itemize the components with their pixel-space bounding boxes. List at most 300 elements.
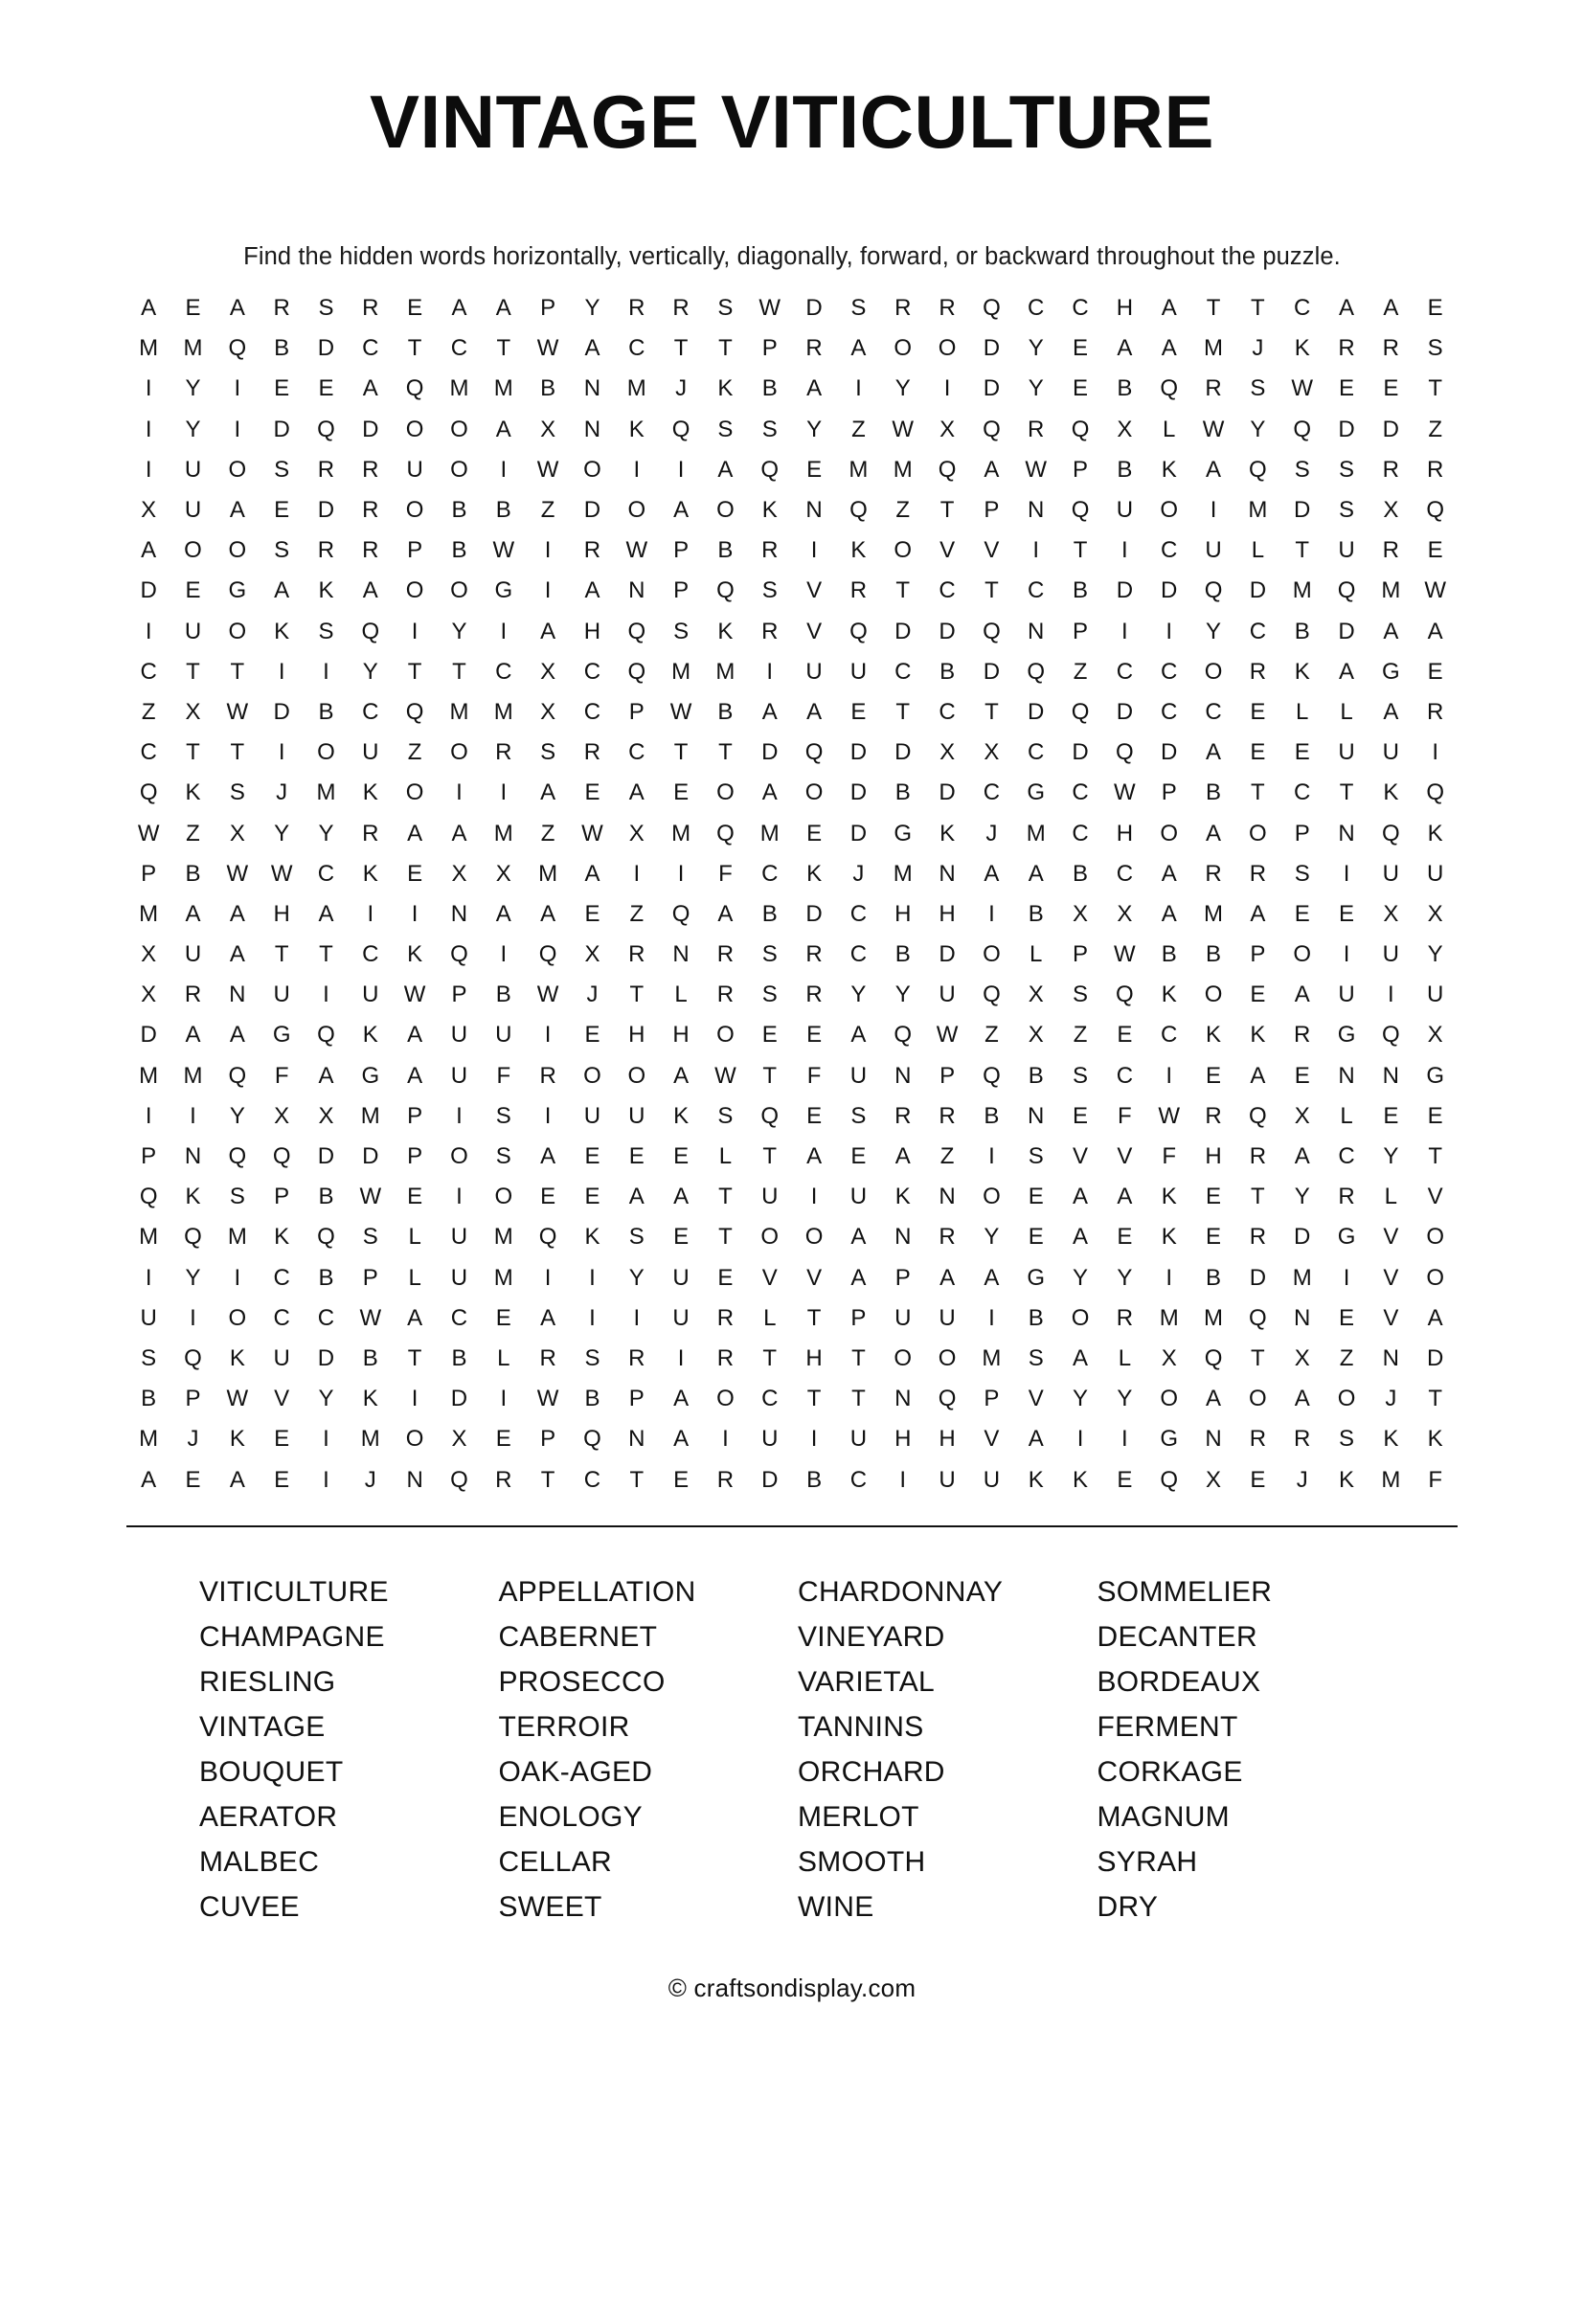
grid-cell: C: [1161, 1022, 1178, 1049]
grid-cell: H: [672, 1022, 690, 1049]
grid-cell: P: [673, 577, 690, 604]
grid-cell: E: [806, 1022, 823, 1049]
grid-cell: T: [1339, 779, 1354, 806]
grid-cell: O: [1293, 941, 1312, 968]
grid-cell: R: [1028, 416, 1045, 442]
grid-cell: N: [229, 981, 246, 1008]
word-list-item: CHARDONNAY: [798, 1575, 1004, 1608]
grid-cell: N: [1028, 618, 1045, 644]
grid-cell: R: [805, 981, 823, 1008]
grid-cell: Z: [851, 416, 866, 442]
grid-cell: M: [360, 1102, 380, 1129]
grid-cell: U: [495, 1022, 512, 1049]
grid-cell: K: [1206, 1022, 1222, 1049]
grid-cell: E: [1073, 1102, 1089, 1129]
grid-cell: I: [456, 1184, 463, 1210]
grid-cell: A: [229, 941, 245, 968]
grid-cell: A: [1161, 295, 1177, 322]
grid-cell: C: [450, 335, 468, 362]
grid-cell: G: [1160, 1426, 1179, 1453]
grid-cell: C: [1072, 779, 1089, 806]
grid-cell: O: [1204, 658, 1223, 685]
grid-cell: L: [497, 1344, 510, 1371]
grid-cell: B: [1206, 779, 1222, 806]
grid-cell: M: [139, 335, 159, 362]
grid-cell: Q: [184, 1224, 202, 1251]
instructions-text: Find the hidden words horizontally, vertically, diagonally, forward, or backward throughout the puzzle.: [243, 243, 1341, 270]
grid-cell: X: [141, 941, 157, 968]
grid-cell: W: [536, 1386, 559, 1412]
grid-cell: I: [323, 658, 329, 685]
grid-cell: L: [1340, 1102, 1353, 1129]
section-divider: [126, 1525, 1458, 1527]
grid-cell: U: [894, 1304, 912, 1331]
grid-cell: V: [1383, 1224, 1399, 1251]
grid-cell: X: [1427, 1022, 1443, 1049]
grid-cell: O: [1160, 497, 1179, 524]
grid-cell: Q: [1071, 416, 1090, 442]
grid-row: [126, 1096, 1458, 1137]
grid-cell: E: [1073, 375, 1089, 402]
grid-cell: W: [936, 1022, 959, 1049]
grid-cell: W: [492, 537, 515, 564]
grid-cell: Y: [1294, 1184, 1310, 1210]
grid-cell: E: [1028, 1184, 1044, 1210]
grid-row: [126, 612, 1458, 652]
grid-cell: I: [145, 618, 152, 644]
grid-cell: A: [540, 1143, 556, 1170]
grid-cell: T: [673, 739, 689, 766]
grid-cell: U: [1338, 537, 1355, 564]
grid-cell: Z: [186, 820, 200, 846]
grid-cell: O: [983, 941, 1001, 968]
grid-cell: G: [1027, 779, 1046, 806]
grid-cell: D: [761, 1466, 779, 1493]
grid-cell: C: [1161, 698, 1178, 725]
grid-cell: S: [1028, 1143, 1044, 1170]
grid-cell: S: [850, 1102, 867, 1129]
word-list-item: MAGNUM: [1097, 1800, 1230, 1833]
grid-cell: R: [1427, 698, 1444, 725]
grid-cell: A: [540, 779, 556, 806]
grid-cell: N: [1028, 1102, 1045, 1129]
grid-cell: I: [633, 1304, 641, 1331]
grid-cell: T: [984, 698, 999, 725]
grid-row: [126, 773, 1458, 813]
grid-cell: K: [673, 1102, 690, 1129]
grid-cell: A: [495, 416, 511, 442]
grid-cell: B: [141, 1386, 157, 1412]
grid-row: [126, 1217, 1458, 1257]
grid-cell: E: [628, 1143, 645, 1170]
grid-cell: A: [894, 1143, 911, 1170]
grid-cell: G: [1426, 1062, 1445, 1089]
grid-cell: O: [494, 1184, 513, 1210]
grid-cell: A: [850, 1224, 867, 1251]
grid-cell: K: [1427, 1426, 1443, 1453]
grid-cell: N: [628, 1426, 645, 1453]
grid-cell: I: [677, 860, 685, 887]
grid-cell: Q: [1071, 698, 1090, 725]
grid-cell: R: [362, 820, 379, 846]
grid-cell: O: [228, 537, 247, 564]
grid-cell: W: [1424, 577, 1446, 604]
grid-cell: R: [1249, 1224, 1267, 1251]
grid-cell: Q: [184, 1344, 202, 1371]
grid-cell: O: [804, 1224, 824, 1251]
grid-cell: R: [1382, 537, 1400, 564]
grid-cell: R: [317, 456, 335, 483]
grid-cell: C: [1294, 779, 1311, 806]
grid-cell: A: [141, 537, 157, 564]
word-list: [193, 1569, 1391, 1929]
grid-cell: H: [583, 618, 601, 644]
grid-cell: U: [1116, 497, 1134, 524]
grid-cell: Y: [1028, 375, 1044, 402]
grid-cell: U: [450, 1224, 468, 1251]
grid-cell: B: [1206, 1264, 1222, 1291]
word-list-item: OAK-AGED: [498, 1755, 653, 1788]
grid-cell: T: [186, 658, 200, 685]
grid-cell: E: [850, 1143, 867, 1170]
grid-cell: B: [540, 375, 556, 402]
grid-cell: B: [806, 1466, 823, 1493]
grid-cell: U: [849, 1184, 868, 1210]
grid-cell: G: [1382, 658, 1400, 685]
grid-cell: D: [939, 618, 956, 644]
grid-cell: C: [628, 335, 645, 362]
grid-cell: I: [234, 375, 241, 402]
grid-cell: A: [584, 335, 600, 362]
grid-cell: Q: [760, 456, 780, 483]
grid-cell: O: [716, 779, 735, 806]
grid-cell: T: [718, 1224, 733, 1251]
grid-cell: B: [451, 497, 467, 524]
grid-cell: K: [761, 497, 778, 524]
word-list-item: CUVEE: [199, 1890, 300, 1923]
grid-cell: I: [988, 1304, 995, 1331]
grid-cell: C: [1161, 658, 1178, 685]
grid-cell: G: [228, 577, 247, 604]
grid-cell: D: [140, 577, 157, 604]
grid-cell: B: [318, 1184, 334, 1210]
grid-cell: U: [628, 1102, 645, 1129]
grid-cell: M: [449, 698, 469, 725]
grid-cell: T: [1428, 1143, 1443, 1170]
grid-cell: R: [583, 537, 601, 564]
grid-cell: A: [761, 779, 778, 806]
grid-cell: U: [362, 739, 379, 766]
grid-cell: E: [495, 1426, 511, 1453]
grid-cell: A: [584, 577, 600, 604]
grid-cell: I: [190, 1102, 196, 1129]
grid-cell: E: [1383, 375, 1399, 402]
grid-cell: A: [1294, 1143, 1310, 1170]
grid-cell: F: [806, 1062, 822, 1089]
grid-cell: R: [1294, 1426, 1311, 1453]
grid-cell: P: [1294, 820, 1310, 846]
grid-cell: E: [673, 1466, 690, 1493]
grid-cell: M: [493, 375, 513, 402]
grid-cell: S: [540, 739, 556, 766]
grid-cell: E: [274, 375, 290, 402]
grid-cell: O: [716, 497, 735, 524]
grid-cell: K: [717, 375, 734, 402]
grid-cell: A: [1383, 618, 1399, 644]
grid-cell: W: [1202, 416, 1225, 442]
grid-cell: X: [540, 698, 556, 725]
grid-row: [126, 328, 1458, 369]
grid-cell: A: [1339, 658, 1355, 685]
grid-cell: Q: [894, 1022, 913, 1049]
grid-cell: R: [761, 618, 779, 644]
grid-cell: T: [673, 335, 689, 362]
grid-cell: R: [184, 981, 202, 1008]
grid-cell: E: [1073, 335, 1089, 362]
grid-cell: D: [939, 779, 956, 806]
grid-cell: U: [939, 1304, 956, 1331]
grid-cell: E: [1339, 900, 1355, 927]
grid-cell: Z: [629, 900, 645, 927]
grid-cell: L: [1118, 1344, 1132, 1371]
grid-cell: A: [495, 900, 511, 927]
grid-cell: P: [407, 537, 423, 564]
grid-cell: Y: [318, 820, 334, 846]
grid-cell: A: [806, 375, 823, 402]
grid-cell: T: [1251, 1184, 1265, 1210]
grid-cell: R: [317, 537, 335, 564]
grid-cell: Q: [716, 820, 735, 846]
word-list-item: SOMMELIER: [1097, 1575, 1273, 1608]
grid-cell: I: [500, 618, 508, 644]
grid-cell: K: [362, 860, 378, 887]
grid-row: [126, 733, 1458, 773]
grid-cell: E: [584, 1022, 600, 1049]
grid-cell: D: [583, 497, 601, 524]
grid-cell: K: [584, 1224, 600, 1251]
grid-cell: R: [939, 1224, 956, 1251]
grid-cell: K: [229, 1426, 245, 1453]
grid-cell: P: [984, 497, 1000, 524]
word-list-item: TERROIR: [498, 1710, 630, 1743]
grid-cell: Y: [229, 1102, 245, 1129]
grid-cell: X: [1073, 900, 1089, 927]
grid-cell: I: [1165, 1062, 1173, 1089]
grid-cell: M: [715, 658, 735, 685]
grid-cell: C: [273, 1264, 290, 1291]
grid-cell: E: [1117, 1022, 1133, 1049]
grid-cell: Q: [1293, 416, 1312, 442]
word-list-item: ORCHARD: [798, 1755, 945, 1788]
grid-cell: K: [318, 577, 334, 604]
grid-cell: I: [145, 1264, 152, 1291]
grid-cell: C: [849, 941, 868, 968]
grid-cell: E: [761, 1022, 778, 1049]
grid-cell: Y: [984, 1224, 1000, 1251]
grid-cell: M: [671, 820, 691, 846]
grid-cell: V: [984, 1426, 1000, 1453]
grid-cell: P: [141, 860, 157, 887]
grid-cell: B: [1161, 941, 1177, 968]
grid-cell: N: [583, 375, 601, 402]
grid-cell: B: [1073, 577, 1089, 604]
grid-row: [126, 935, 1458, 975]
grid-cell: V: [806, 618, 823, 644]
grid-cell: O: [450, 456, 468, 483]
grid-cell: K: [362, 779, 378, 806]
grid-cell: P: [540, 295, 556, 322]
grid-cell: R: [1116, 1304, 1134, 1331]
grid-cell: K: [1339, 1466, 1355, 1493]
grid-cell: I: [810, 1184, 818, 1210]
grid-cell: T: [851, 1386, 866, 1412]
grid-cell: C: [1028, 577, 1045, 604]
grid-row: [126, 1258, 1458, 1298]
grid-cell: A: [1161, 335, 1177, 362]
grid-cell: B: [318, 1264, 334, 1291]
grid-cell: D: [1116, 698, 1134, 725]
grid-cell: E: [1117, 1466, 1133, 1493]
grid-cell: A: [362, 375, 378, 402]
grid-cell: C: [1338, 1143, 1355, 1170]
grid-cell: T: [407, 335, 422, 362]
grid-cell: J: [985, 820, 998, 846]
grid-cell: T: [629, 1466, 645, 1493]
grid-cell: D: [1338, 416, 1355, 442]
grid-cell: K: [1250, 1022, 1266, 1049]
grid-cell: I: [1165, 1264, 1173, 1291]
grid-cell: F: [1118, 1102, 1132, 1129]
grid-cell: W: [226, 860, 249, 887]
grid-cell: R: [1205, 1102, 1222, 1129]
grid-cell: T: [939, 497, 955, 524]
grid-cell: H: [939, 900, 956, 927]
grid-cell: Q: [1382, 820, 1400, 846]
grid-cell: Y: [584, 295, 600, 322]
grid-cell: T: [984, 577, 999, 604]
grid-cell: N: [1294, 1304, 1311, 1331]
grid-cell: R: [583, 739, 601, 766]
grid-cell: S: [229, 779, 245, 806]
grid-cell: Y: [806, 416, 823, 442]
grid-cell: M: [1381, 1466, 1401, 1493]
grid-cell: T: [762, 1143, 778, 1170]
grid-cell: A: [1206, 1386, 1222, 1412]
grid-cell: R: [495, 1466, 512, 1493]
grid-cell: Q: [1249, 456, 1267, 483]
grid-cell: K: [1161, 1184, 1177, 1210]
grid-cell: R: [939, 295, 956, 322]
grid-cell: S: [761, 416, 778, 442]
grid-cell: Q: [1160, 375, 1179, 402]
grid-cell: O: [405, 416, 424, 442]
grid-cell: W: [714, 1062, 736, 1089]
grid-cell: A: [984, 860, 1000, 887]
grid-cell: W: [1114, 779, 1136, 806]
grid-cell: Q: [1116, 981, 1134, 1008]
grid-cell: Z: [407, 739, 422, 766]
grid-cell: O: [405, 497, 424, 524]
grid-cell: Z: [984, 1022, 999, 1049]
word-list-item: RIESLING: [199, 1665, 336, 1698]
grid-cell: R: [849, 577, 868, 604]
word-list-item: CELLAR: [498, 1845, 613, 1878]
grid-cell: A: [1206, 456, 1222, 483]
grid-cell: W: [359, 1184, 382, 1210]
grid-cell: A: [673, 497, 690, 524]
grid-cell: A: [1161, 900, 1177, 927]
grid-cell: E: [1206, 1184, 1222, 1210]
grid-cell: T: [1428, 375, 1443, 402]
grid-cell: L: [1163, 416, 1176, 442]
grid-cell: G: [361, 1062, 380, 1089]
grid-cell: D: [1072, 739, 1089, 766]
grid-cell: E: [407, 860, 423, 887]
grid-cell: S: [717, 416, 734, 442]
grid-cell: M: [626, 375, 646, 402]
grid-cell: I: [1032, 537, 1040, 564]
grid-cell: A: [1339, 295, 1355, 322]
grid-cell: N: [450, 900, 468, 927]
grid-cell: M: [671, 658, 691, 685]
grid-cell: R: [495, 739, 512, 766]
grid-cell: Q: [849, 618, 868, 644]
grid-cell: P: [1250, 941, 1266, 968]
grid-cell: R: [1249, 1143, 1267, 1170]
grid-cell: Q: [228, 335, 247, 362]
grid-cell: P: [362, 1264, 378, 1291]
grid-cell: I: [500, 779, 508, 806]
grid-cell: E: [495, 1304, 511, 1331]
grid-cell: Q: [272, 1143, 291, 1170]
grid-row: [126, 1459, 1458, 1500]
grid-cell: K: [1161, 981, 1177, 1008]
grid-cell: W: [669, 698, 692, 725]
grid-cell: Y: [185, 1264, 201, 1291]
grid-cell: H: [805, 1344, 823, 1371]
grid-cell: H: [939, 1426, 956, 1453]
grid-cell: B: [717, 537, 734, 564]
grid-cell: C: [362, 698, 379, 725]
grid-cell: K: [407, 941, 423, 968]
grid-cell: N: [805, 497, 823, 524]
grid-cell: Y: [1028, 335, 1044, 362]
grid-cell: X: [540, 658, 556, 685]
grid-row: [126, 854, 1458, 894]
grid-cell: R: [273, 295, 290, 322]
grid-cell: K: [1161, 1224, 1177, 1251]
grid-cell: W: [1291, 375, 1314, 402]
grid-cell: S: [229, 1184, 245, 1210]
grid-cell: K: [1383, 779, 1399, 806]
grid-cell: M: [1248, 497, 1268, 524]
grid-cell: U: [939, 981, 956, 1008]
grid-cell: K: [806, 860, 823, 887]
grid-cell: J: [364, 1466, 376, 1493]
grid-cell: C: [362, 335, 379, 362]
grid-cell: H: [1205, 1143, 1222, 1170]
grid-cell: S: [717, 295, 734, 322]
grid-cell: S: [495, 1143, 511, 1170]
grid-cell: U: [939, 1466, 956, 1493]
grid-cell: C: [761, 860, 779, 887]
grid-cell: I: [1165, 618, 1173, 644]
grid-cell: O: [983, 1184, 1001, 1210]
grid-cell: B: [274, 335, 290, 362]
grid-row: [126, 1137, 1458, 1177]
grid-cell: R: [716, 1304, 735, 1331]
grid-cell: I: [544, 1022, 552, 1049]
